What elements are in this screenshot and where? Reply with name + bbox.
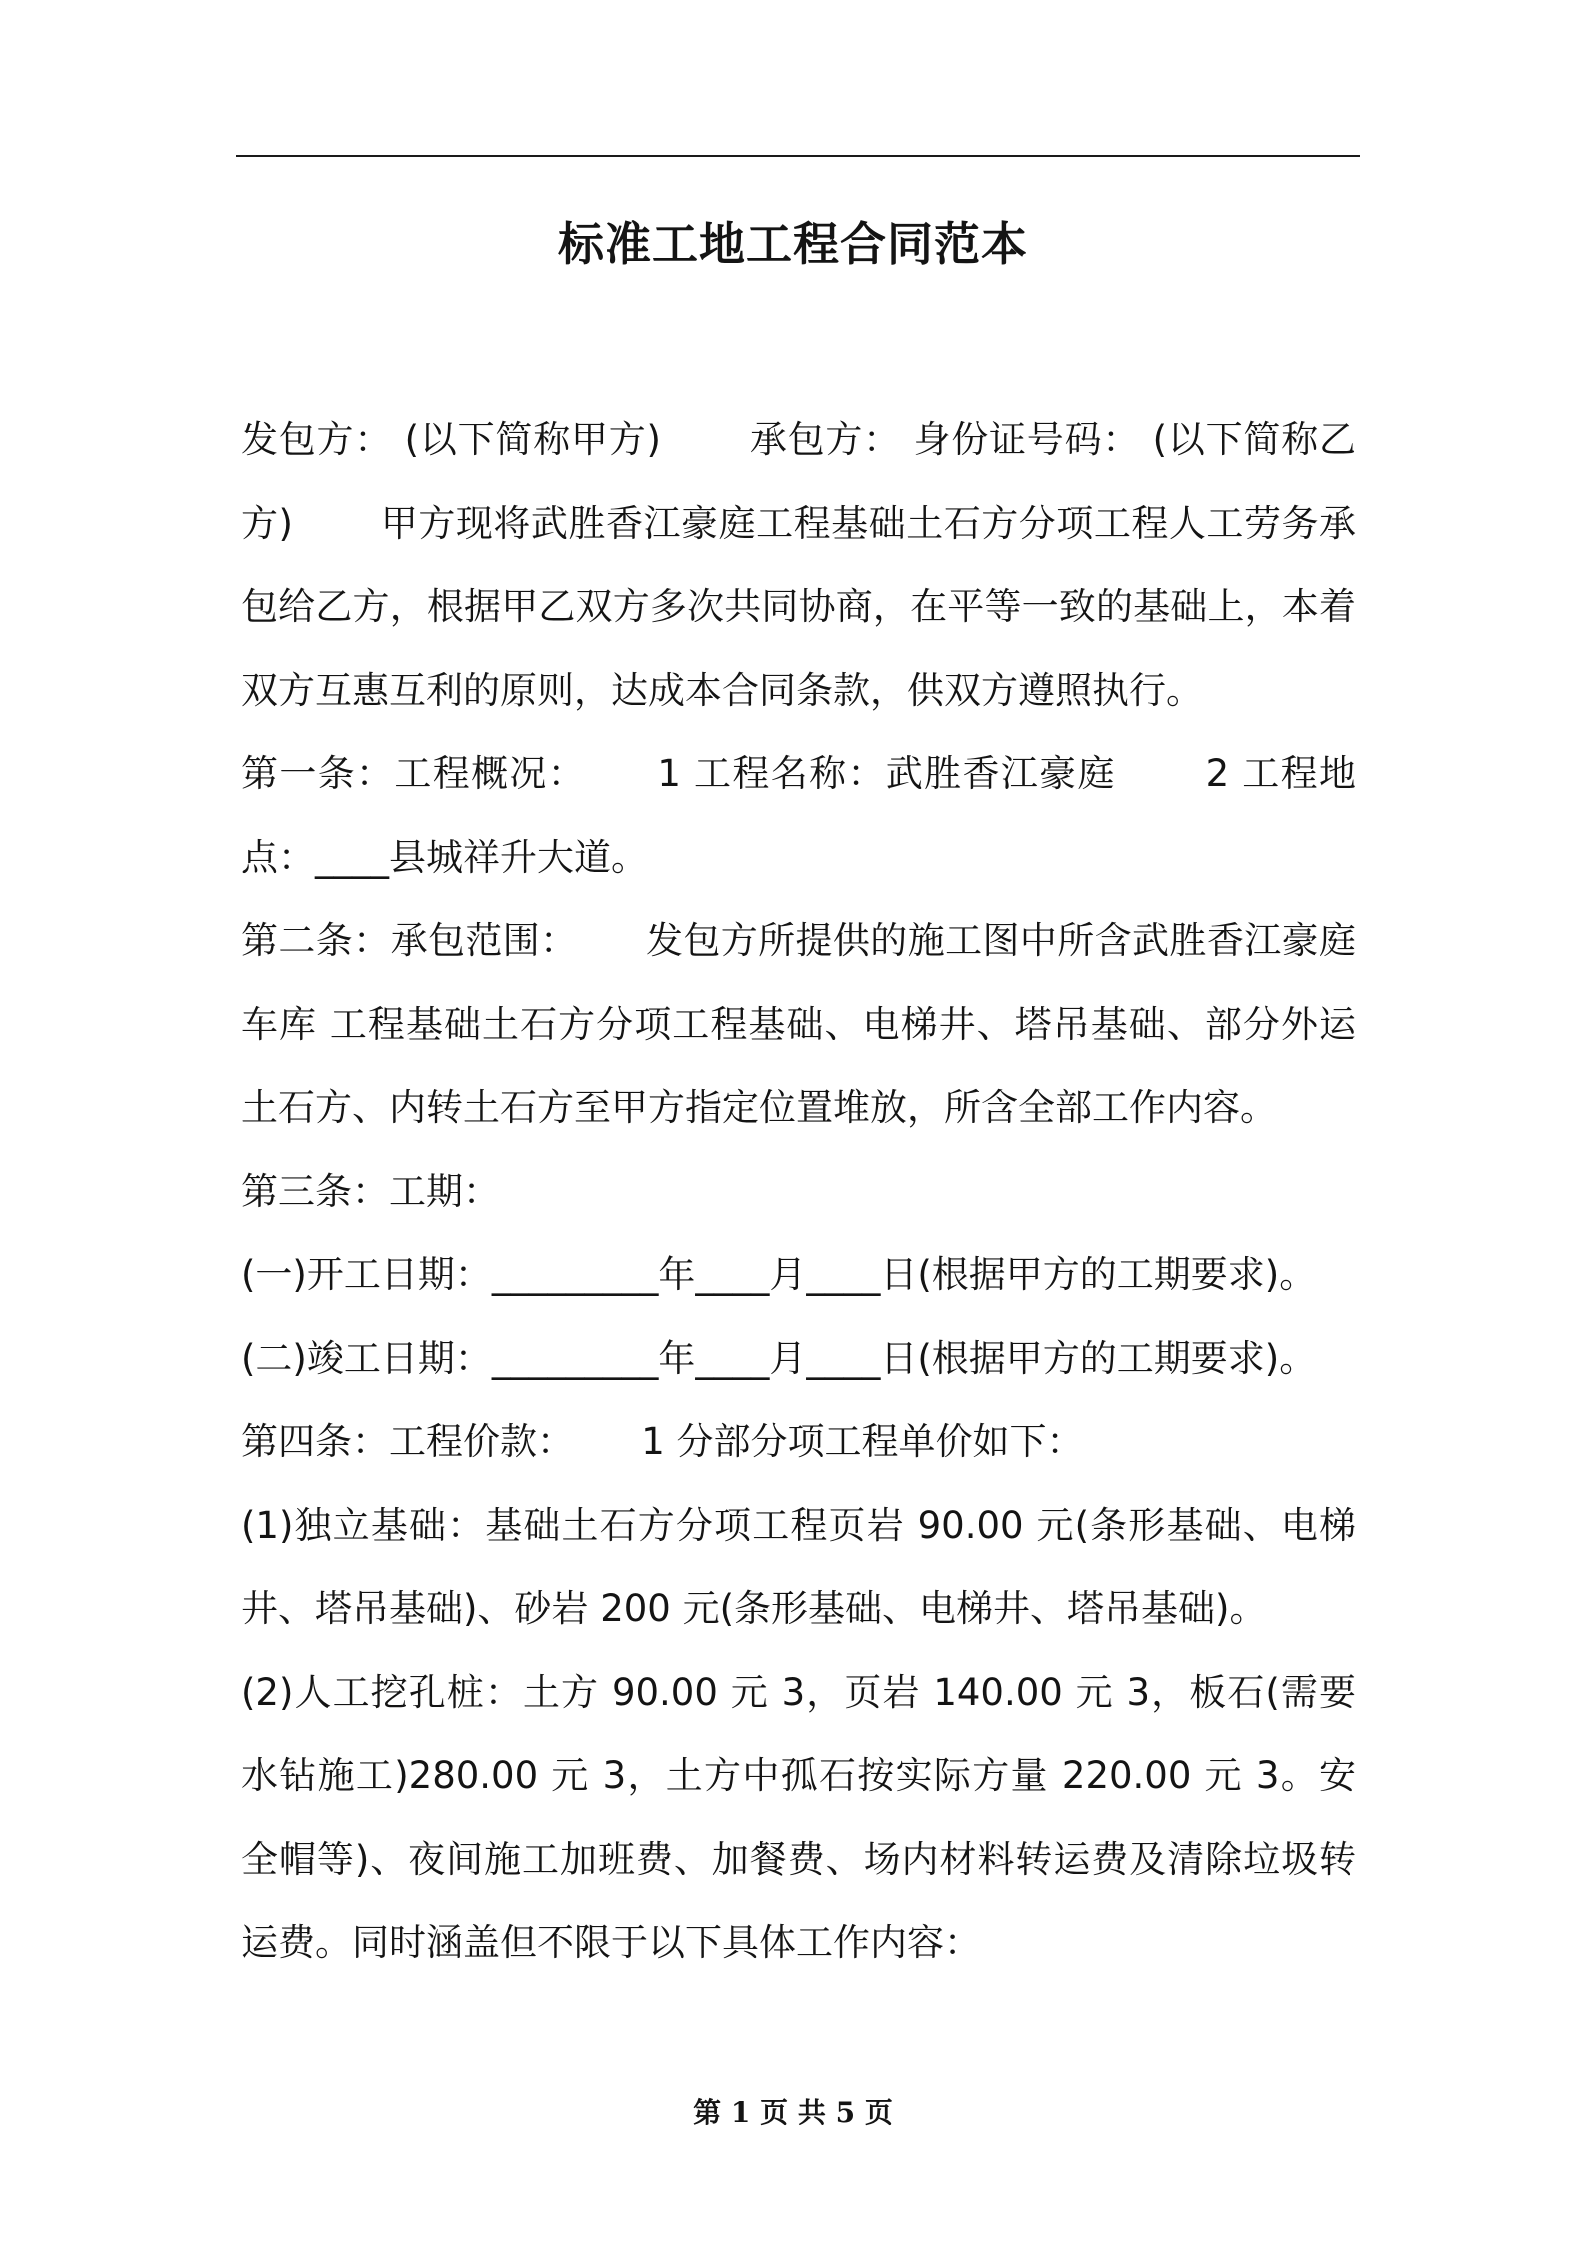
- paragraph-article-3: 第三条：工期：: [241, 1169, 500, 1213]
- page-number: 第 1 页 共 5 页: [693, 2096, 893, 2129]
- paragraph-start-date: (一)开工日期：_________年____月____日(根据甲方的工期要求)。: [241, 1253, 1317, 1296]
- document-title: 标准工地工程合同范本: [558, 217, 1028, 271]
- paragraph-price-foundation: (1)独立基础：基础土石方分项工程页岩 90.00 元(条形基础、电梯井、塔吊基础)、砂岩 200 元(条形基础、电梯井、塔吊基础)。: [241, 1503, 1356, 1630]
- paragraph-article-4: 第四条：工程价款： 1 分部分项工程单价如下：: [241, 1420, 1084, 1463]
- paragraph-article-2: 第二条：承包范围： 发包方所提供的施工图中所含武胜香江豪庭车库 工程基础土石方分项工程基础、电梯井、塔吊基础、部分外运土石方、内转土石方至甲方指定位置堆放，所含全部工作内容。: [241, 919, 1356, 1129]
- header-rule: [236, 155, 1360, 157]
- paragraph-price-piles: (2)人工挖孔桩：土方 90.00 元 3，页岩 140.00 元 3，板石(需要水钻施工)280.00 元 3，土方中孤石按实际方量 220.00 元 3。安全帽等)、夜间施工加班费、加餐费、场内材料转运费及清除垃圾转运费。同时涵盖但不限于以下具体工作内容：: [241, 1670, 1356, 1964]
- document-body: [241, 398, 1356, 1985]
- paragraph-parties: 发包方： (以下简称甲方) 承包方： 身份证号码： (以下简称乙方) 甲方现将武胜香江豪庭工程基础土石方分项工程人工劳务承包给乙方，根据甲乙双方多次共同协商，在平等一致的基础上，本着双方互惠互利的原则，达成本合同条款，供双方遵照执行。: [241, 418, 1356, 712]
- paragraph-article-1: 第一条：工程概况： 1 工程名称：武胜香江豪庭 2 工程地点：____县城祥升大道。: [241, 752, 1356, 879]
- paragraph-end-date: (二)竣工日期：_________年____月____日(根据甲方的工期要求)。: [241, 1336, 1317, 1380]
